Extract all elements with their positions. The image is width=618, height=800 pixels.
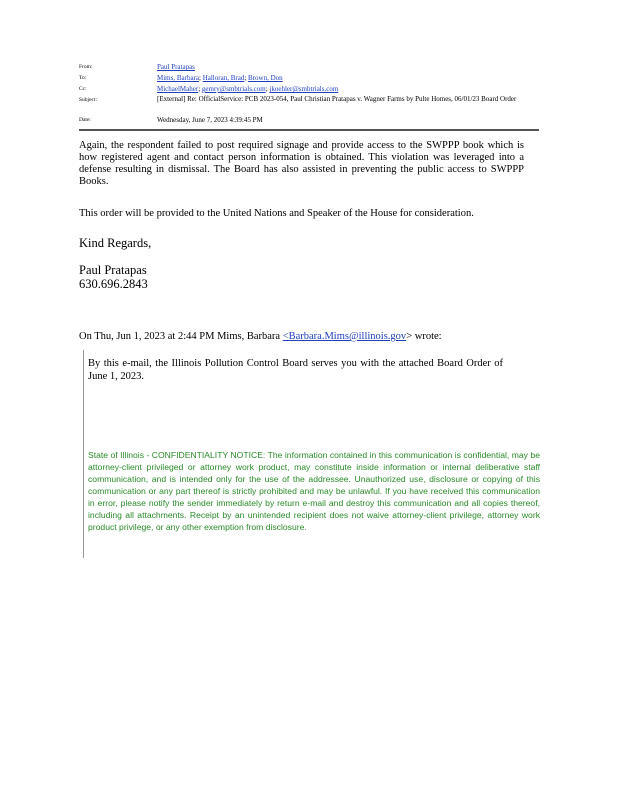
subject-row — [79, 95, 539, 115]
from-row — [79, 62, 539, 73]
quote-intro — [79, 331, 442, 343]
quote-intro-suffix: > wrote: — [406, 331, 442, 342]
to-recipient-link[interactable]: Brown, Don — [248, 74, 283, 82]
cc-recipient-link[interactable]: gemry@smbtrials.com — [201, 85, 266, 93]
to-recipient-link[interactable]: Halloran, Brad — [202, 74, 245, 82]
quote-bar — [83, 350, 84, 558]
quoted-message: By this e-mail, the Illinois Pollution Control Board serves you with the attached Board Order of June 1, 2023. — [88, 358, 503, 382]
subject-label: Subject: — [79, 97, 98, 103]
body-paragraph-2: This order will be provided to the United Nations and Speaker of the House for consideration. — [79, 208, 474, 219]
email-header — [79, 62, 539, 126]
closing-text: Kind Regards, — [79, 236, 152, 250]
body-paragraph-1: Again, the respondent failed to post required signage and provide access to the SWPPP book which is how registered agent and contact person information is obtained. This violation was leveraged into a defense resulting in dismissal. The Board has also assisted in preventing the public access to SWPPP Books. — [79, 140, 524, 187]
confidentiality-notice: State of Illinois - CONFIDENTIALITY NOTICE: The information contained in this communication is confidential, may be attorney-client privileged or attorney work product, may constitute inside information or internal deliberative staff communication, and is intended only for the use of the addressee. Unauthorized use, disclosure or copying of this communication or any part thereof is strictly prohibited and may be unlawful. If you have received this communication in error, please notify the sender immediately by return e-mail and destroy this communication and all copies thereof, including all attachments. Receipt by an unintended recipient does not waive attorney-client privilege, attorney work product privilege, or any other exemption from disclosure. — [88, 450, 540, 532]
header-divider — [79, 129, 539, 131]
cc-row — [79, 84, 539, 95]
cc-value: MichaelMaher; gemry@smbtrials.com; jkoehler@smbtrials.com — [157, 85, 339, 93]
date-value: Wednesday, June 7, 2023 4:39:45 PM — [157, 116, 263, 124]
subject-value: [External] Re: OfficialService: PCB 2023-054, Paul Christian Pratapas v. Wagner Farms by Pulte Homes, 06/01/23 Board Order — [157, 95, 517, 103]
quote-sender-email-link[interactable]: <Barbara.Mims@illinois.gov — [282, 331, 407, 342]
cc-label: Cc: — [79, 86, 87, 92]
date-row — [79, 115, 539, 126]
to-label: To: — [79, 75, 87, 81]
date-label: Date: — [79, 117, 91, 123]
quote-intro-prefix: On Thu, Jun 1, 2023 at 2:44 PM Mims, Barbara — [79, 331, 283, 342]
to-row — [79, 73, 539, 84]
from-label: From: — [79, 64, 93, 70]
to-recipient-link[interactable]: Mims, Barbara — [157, 74, 199, 82]
signature-name: Paul Pratapas — [79, 263, 147, 277]
cc-recipient-link[interactable]: MichaelMaher — [157, 85, 199, 93]
from-link[interactable]: Paul Pratapas — [157, 63, 195, 71]
from-value — [157, 62, 537, 73]
cc-recipient-link[interactable]: jkoehler@smbtrials.com — [269, 85, 339, 93]
signature-phone: 630.696.2843 — [79, 277, 148, 291]
to-value: Mims, Barbara; Halloran, Brad; Brown, Don — [157, 74, 283, 82]
